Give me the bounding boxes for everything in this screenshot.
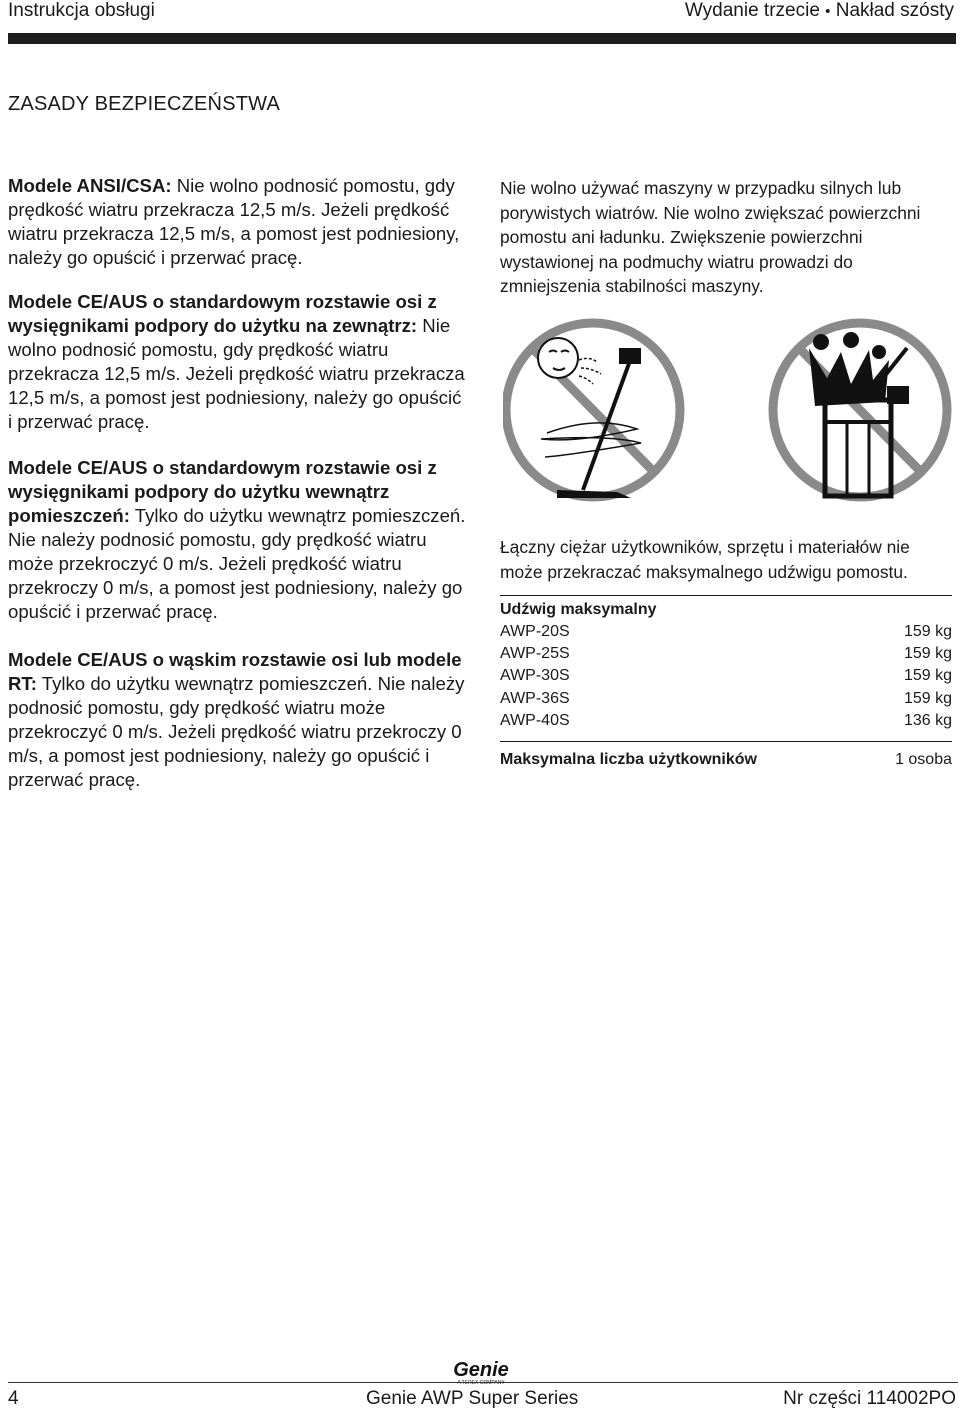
paragraph-text: Tylko do użytku wewnątrz pomieszczeń. Nie należy podnosić pomostu, gdy prędkość wiatru może przekroczyć 0 m/s. Jeżeli prędkość wiatru przekroczy 0 m/s, a pomost jest podniesiony, należy go opuścić i przerwać pracę. [8, 505, 466, 622]
paragraph-ce-indoor [8, 456, 468, 624]
table-row [500, 688, 952, 710]
prohibition-illustrations [503, 318, 955, 503]
logo-subtitle: A TEREX COMPANY [457, 1380, 505, 1386]
table-row [500, 643, 952, 665]
capacity-table [500, 595, 952, 732]
model-cell: AWP-20S [500, 623, 570, 640]
paragraph-heading: Modele CE/AUS o standardowym rozstawie osi z wysięgnikami podpory do użytku na zewnątrz: [8, 291, 437, 336]
model-cell: AWP-40S [500, 711, 570, 729]
logo-wordmark: Genie [453, 1359, 509, 1381]
paragraph-text: Nie wolno podnosić pomostu, gdy prędkość wiatru przekracza 12,5 m/s. Jeżeli prędkość wiatru przekracza 12,5 m/s, a pomost jest podniesiony, należy go opuścić i przerwać pracę. [8, 175, 460, 268]
paragraph-narrow-rt [8, 648, 468, 792]
paragraph-text: Tylko do użytku wewnątrz pomieszczeń. Nie należy podnosić pomostu, gdy prędkość wiatru może przekroczyć 0 m/s. Jeżeli prędkość wiatru przekroczy 0 m/s, a pomost jest podniesiony, należy go opuścić i przerwać pracę. [8, 673, 465, 790]
max-users-row [500, 741, 952, 769]
value-cell: 159 kg [903, 645, 952, 663]
paragraph-text: Nie wolno podnosić pomostu, gdy prędkość wiatru przekracza 12,5 m/s. Jeżeli prędkość wiatru przekracza 12,5 m/s, a pomost jest podniesiony, należy go opuścić i przerwać pracę. [8, 315, 465, 432]
section-title: ZASADY BEZPIECZEŃSTWA [8, 93, 281, 115]
capacity-section [500, 535, 952, 769]
model-cell: AWP-25S [500, 645, 570, 663]
paragraph-ce-outdoor [8, 290, 468, 434]
header-bar [8, 33, 956, 44]
page-number: 4 [8, 1388, 19, 1409]
capacity-intro: Łączny ciężar użytkowników, sprzętu i materiałów nie może przekraczać maksymalnego udźwigu pomostu. [500, 537, 910, 582]
paragraph-heading: Modele ANSI/CSA: [8, 175, 172, 196]
footer-part-number: Nr części 114002PO [783, 1388, 956, 1409]
table-row [500, 710, 952, 732]
header-edition-label: Wydanie trzecie [684, 0, 820, 21]
overload-prohibition-icon [773, 323, 947, 497]
header-manual-title: Instrukcja obsługi [8, 0, 155, 21]
table-row [500, 621, 952, 643]
capacity-table-header: Udźwig maksymalny [500, 601, 657, 618]
left-column [8, 174, 468, 812]
header-bullet: • [825, 3, 831, 20]
right-column [500, 176, 952, 299]
max-users-value: 1 osoba [895, 751, 952, 769]
footer-rule [8, 1382, 958, 1383]
max-users-label: Maksymalna liczba użytkowników [500, 751, 757, 769]
value-cell: 159 kg [903, 667, 952, 685]
wind-prohibition-icon [506, 323, 680, 498]
footer-series: Genie AWP Super Series [366, 1388, 579, 1409]
wind-warning-text: Nie wolno używać maszyny w przypadku silnych lub porywistych wiatrów. Nie wolno zwiększać powierzchni pomostu ani ładunku. Zwiększenie powierzchni wystawionej na podmuchy wiatru prowadzi do zmniejszenia stabilności maszyny. [500, 178, 921, 296]
header-edition [685, 0, 954, 22]
model-cell: AWP-36S [500, 689, 570, 707]
paragraph-ansi-csa [8, 174, 468, 270]
paragraph-heading: Modele CE/AUS o wąskim rozstawie osi lub modele RT: [8, 649, 462, 694]
paragraph-heading: Modele CE/AUS o standardowym rozstawie osi z wysięgnikami podpory do użytku wewnątrz pomieszczeń: [8, 457, 437, 526]
value-cell: 136 kg [903, 711, 952, 729]
table-row [500, 665, 952, 687]
header-print-label: Nakład szósty [835, 0, 954, 21]
model-cell: AWP-30S [500, 667, 570, 685]
value-cell: 159 kg [903, 689, 952, 707]
value-cell: 159 kg [903, 623, 952, 640]
